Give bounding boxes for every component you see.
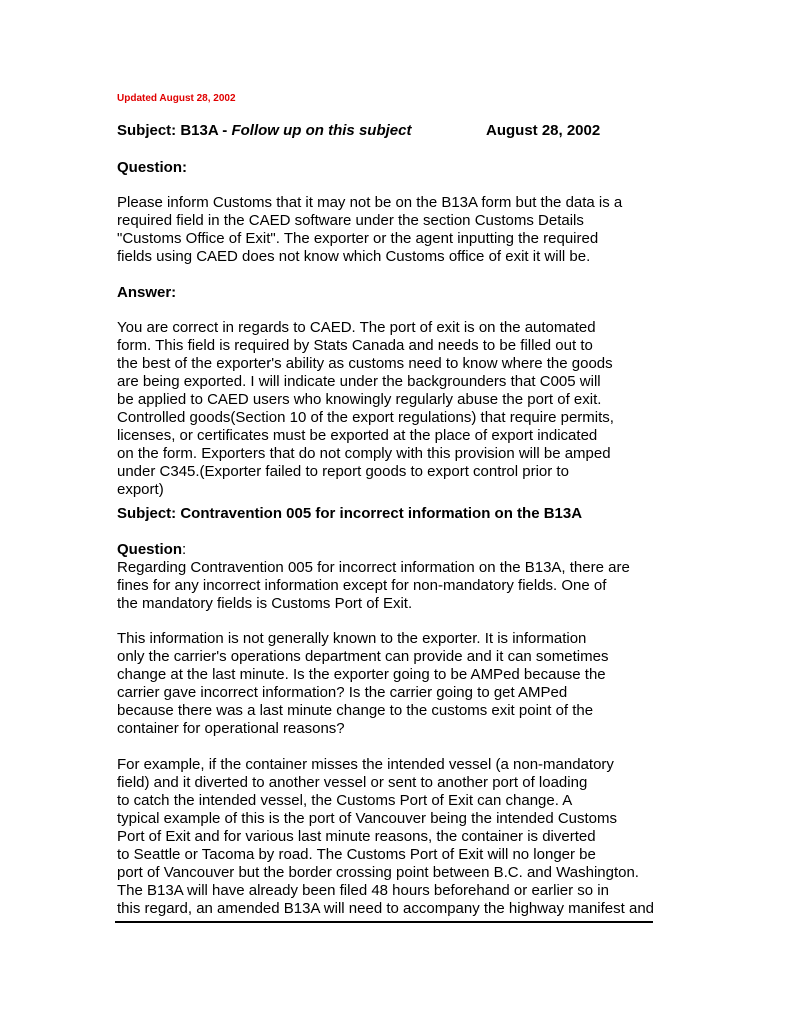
text-line: The B13A will have already been filed 48 hours beforehand or earlier so in (117, 882, 609, 899)
text-line: only the carrier's operations department can provide and it can sometimes (117, 648, 609, 665)
question-2-body (117, 559, 630, 613)
text-line: Please inform Customs that it may not be on the B13A form but the data is a (117, 194, 623, 211)
subject-heading-1 (117, 122, 411, 139)
text-line: port of Vancouver but the border crossing point between B.C. and Washington. (117, 864, 639, 881)
text-line: change at the last minute. Is the exporter going to be AMPed because the (117, 666, 606, 683)
text-line: because there was a last minute change to the customs exit point of the (117, 702, 594, 719)
text-line: You are correct in regards to CAED. The port of exit is on the automated (117, 319, 596, 336)
text-line: carrier gave incorrect information? Is the carrier going to get AMPed (117, 684, 568, 701)
question-2-label: Question (117, 541, 183, 558)
text-line: This information is not generally known to the exporter. It is information (117, 630, 587, 647)
text-line: fines for any incorrect information except for non-mandatory fields. One of (117, 577, 607, 594)
text-line: licenses, or certificates must be exported at the place of export indicated (117, 427, 598, 444)
subject-1-prefix: Subject: B13A - (117, 122, 232, 139)
text-line: "Customs Office of Exit". The exporter or the agent inputting the required (117, 230, 599, 247)
question-1-body (117, 194, 622, 266)
answer-1-body (117, 319, 614, 499)
text-line: Port of Exit and for various last minute reasons, the container is diverted (117, 828, 596, 845)
text-line: to Seattle or Tacoma by road. The Customs Port of Exit will no longer be (117, 846, 596, 863)
text-line: form. This field is required by Stats Canada and needs to be filled out to (117, 337, 593, 354)
text-line: on the form. Exporters that do not comply with this provision will be amped (117, 445, 611, 462)
question-2-colon: : (182, 541, 187, 558)
text-line: be applied to CAED users who knowingly regularly abuse the port of exit. (117, 391, 602, 408)
text-line: Controlled goods(Section 10 of the export regulations) that require permits, (117, 409, 614, 426)
text-line: under C345.(Exporter failed to report goods to export control prior to (117, 463, 569, 480)
text-line: to catch the intended vessel, the Customs Port of Exit can change. A (117, 792, 573, 809)
question-2-paragraph-2 (117, 630, 608, 738)
question-1-heading: Question: (117, 159, 187, 176)
question-2-heading (117, 541, 186, 559)
text-line: this regard, an amended B13A will need to accompany the highway manifest and (117, 900, 654, 917)
updated-date-note: Updated August 28, 2002 (117, 93, 236, 104)
text-line: For example, if the container misses the intended vessel (a non-mandatory (117, 756, 614, 773)
subject-1-date: August 28, 2002 (486, 122, 601, 139)
question-2-paragraph-3 (117, 756, 654, 918)
text-line: required field in the CAED software under the section Customs Details (117, 212, 584, 229)
subject-heading-2: Subject: Contravention 005 for incorrect information on the B13A (117, 505, 583, 522)
footer-rule (115, 921, 653, 923)
text-line: fields using CAED does not know which Customs office of exit it will be. (117, 248, 591, 265)
text-line: container for operational reasons? (117, 720, 345, 737)
text-line: Regarding Contravention 005 for incorrect information on the B13A, there are (117, 559, 630, 576)
subject-1-italic: Follow up on this subject (231, 122, 412, 139)
text-line: typical example of this is the port of Vancouver being the intended Customs (117, 810, 618, 827)
text-line: the mandatory fields is Customs Port of Exit. (117, 595, 413, 612)
text-line: are being exported. I will indicate under the backgrounders that C005 will (117, 373, 601, 390)
text-line: export) (117, 481, 164, 498)
text-line: the best of the exporter's ability as customs need to know where the goods (117, 355, 613, 372)
answer-1-heading: Answer: (117, 284, 177, 301)
text-line: field) and it diverted to another vessel or sent to another port of loading (117, 774, 588, 791)
